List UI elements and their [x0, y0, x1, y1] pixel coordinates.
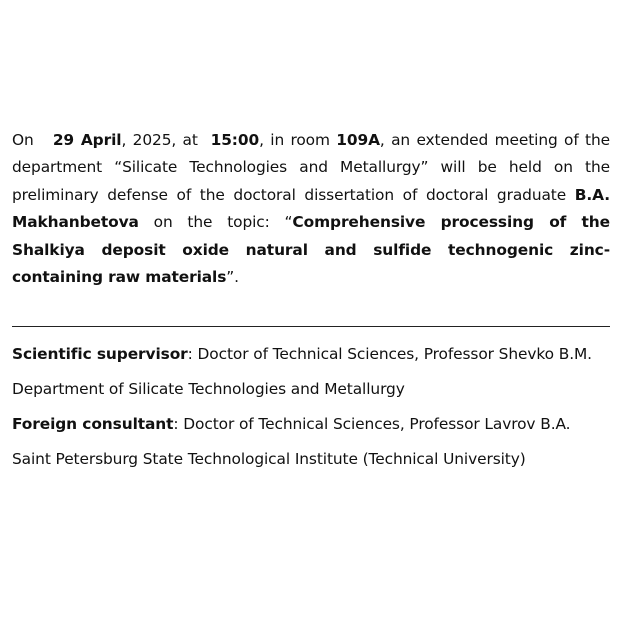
horizontal-rule: [12, 326, 610, 327]
document-page: [12, 127, 610, 468]
graduate-name: B.A. Makhanbetova: [12, 185, 610, 232]
info-block: [12, 337, 610, 477]
defense-date: 29 April: [52, 131, 122, 149]
announcement-intro: On: [12, 131, 41, 149]
supervisor-department: Department of Silicate Technologies and Metallurgy: [12, 380, 405, 398]
announcement-body: , an extended meeting of the department “Silicate Technologies and Metallurgy” will be held on the preliminary defense of the doctoral dissertation of doctoral graduate: [12, 131, 610, 204]
announcement-paragraph: [12, 127, 610, 291]
supervisor-label: Scientific supervisor: [12, 345, 188, 363]
consultant-label: Foreign consultant: [12, 415, 174, 433]
consultant-value: : Doctor of Technical Sciences, Professor Lavrov B.A.: [173, 415, 571, 433]
consultant-line: [12, 407, 610, 442]
announcement-in-room: , in room: [259, 131, 337, 149]
announcement-on-topic: on the topic: “: [138, 213, 293, 232]
announcement-closing: ”.: [226, 268, 239, 287]
announcement-year: , 2025, at: [121, 131, 205, 149]
supervisor-line: [12, 337, 610, 372]
dissertation-topic: Comprehensive processing of the Shalkiya deposit oxide natural and sulfide technogenic zinc-containing raw materials: [12, 213, 610, 287]
defense-room: 109A: [336, 131, 380, 149]
consultant-institution: Saint Petersburg State Technological Institute (Technical University): [12, 450, 526, 468]
supervisor-value: : Doctor of Technical Sciences, Professor Shevko B.M.: [187, 345, 592, 363]
defense-time: 15:00: [210, 131, 260, 149]
